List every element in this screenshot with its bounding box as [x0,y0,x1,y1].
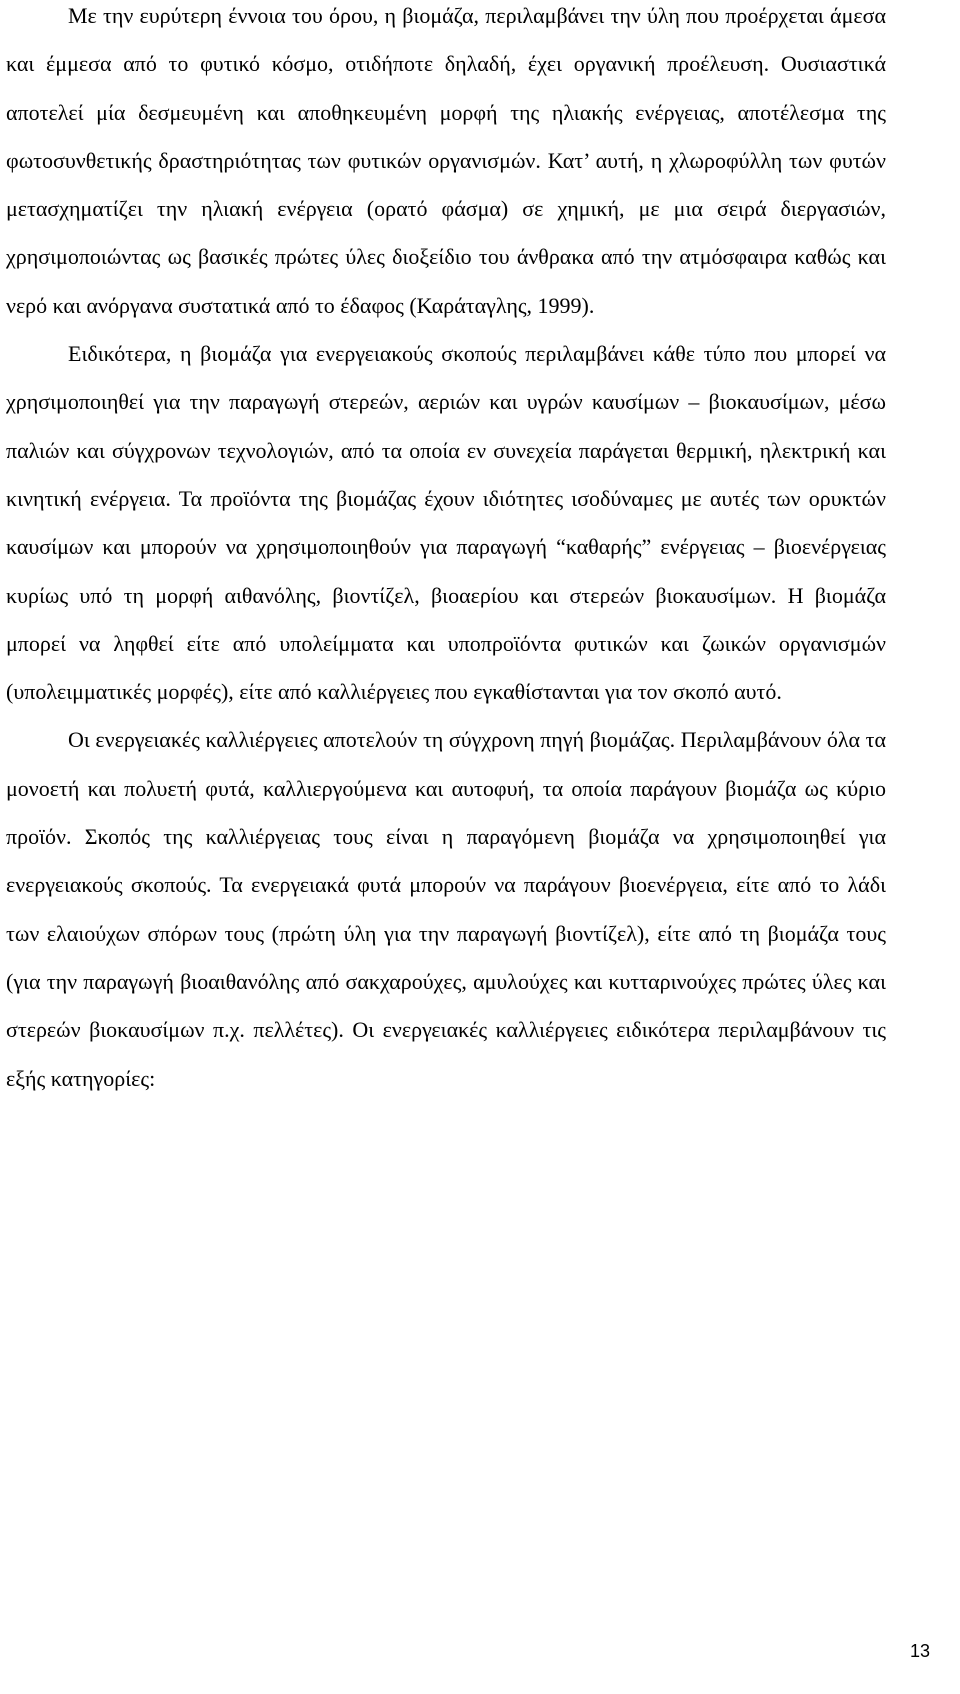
paragraph-energy-biomass: Ειδικότερα, η βιομάζα για ενεργειακούς σκοπούς περιλαμβάνει κάθε τύπο που μπορεί να χρησιμοποιηθεί για την παραγωγή στερεών, αεριών και υγρών καυσίμων – βιοκαυσίμων, μέσω παλιών και σύγχρονων τεχνολογιών, από τα οποία εν συνεχεία παράγεται θερμική, ηλεκτρική και κινητική ενέργεια. Τα προϊόντα της βιομάζας έχουν ιδιότητες ισοδύναμες με αυτές των ορυκτών καυσίμων και μπορούν να χρησιμοποιηθούν για παραγωγή “καθαρής” ενέργειας – βιοενέργειας κυρίως υπό τη μορφή αιθανόλης, βιοντίζελ, βιοαερίου και στερεών βιοκαυσίμων. Η βιομάζα μπορεί να ληφθεί είτε από υπολείμματα και υποπροϊόντα φυτικών και ζωικών οργανισμών (υπολειμματικές μορφές), είτε από καλλιέργειες που εγκαθίστανται για τον σκοπό αυτό. [6,341,886,705]
body-text [6,0,886,1103]
paragraph-biomass-definition: Με την ευρύτερη έννοια του όρου, η βιομάζα, περιλαμβάνει την ύλη που προέρχεται άμεσα και έμμεσα από το φυτικό κόσμο, οτιδήποτε δηλαδή, έχει οργανική προέλευση. Ουσιαστικά αποτελεί μία δεσμευμένη και αποθηκευμένη μορφή της ηλιακής ενέργειας, αποτέλεσμα της φωτοσυνθετικής δραστηριότητας των φυτικών οργανισμών. Κατ’ αυτή, η χλωροφύλλη των φυτών μετασχηματίζει την ηλιακή ενέργεια (ορατό φάσμα) σε χημική, με μια σειρά διεργασιών, χρησιμοποιώντας ως βασικές πρώτες ύλες διοξείδιο του άνθρακα από την ατμόσφαιρα καθώς και νερό και ανόργανα συστατικά από το έδαφος (Καράταγλης, 1999). [6,3,886,318]
paragraph-energy-crops: Οι ενεργειακές καλλιέργειες αποτελούν τη σύγχρονη πηγή βιομάζας. Περιλαμβάνουν όλα τα μονοετή και πολυετή φυτά, καλλιεργούμενα και αυτοφυή, τα οποία παράγουν βιομάζα ως κύριο προϊόν. Σκοπός της καλλιέργειας τους είναι η παραγόμενη βιομάζα να χρησιμοποιηθεί για ενεργειακούς σκοπούς. Τα ενεργειακά φυτά μπορούν να παράγουν βιοενέργεια, είτε από το λάδι των ελαιούχων σπόρων τους (πρώτη ύλη για την παραγωγή βιοντίζελ), είτε από τη βιομάζα τους (για την παραγωγή βιοαιθανόλης από σακχαρούχες, αμυλούχες και κυτταρινούχες πρώτες ύλες και στερεών βιοκαυσίμων π.χ. πελλέτες). Οι ενεργειακές καλλιέργειες ειδικότερα περιλαμβάνουν τις εξής κατηγορίες: [6,727,886,1091]
page-number: 13 [909,1641,930,1661]
